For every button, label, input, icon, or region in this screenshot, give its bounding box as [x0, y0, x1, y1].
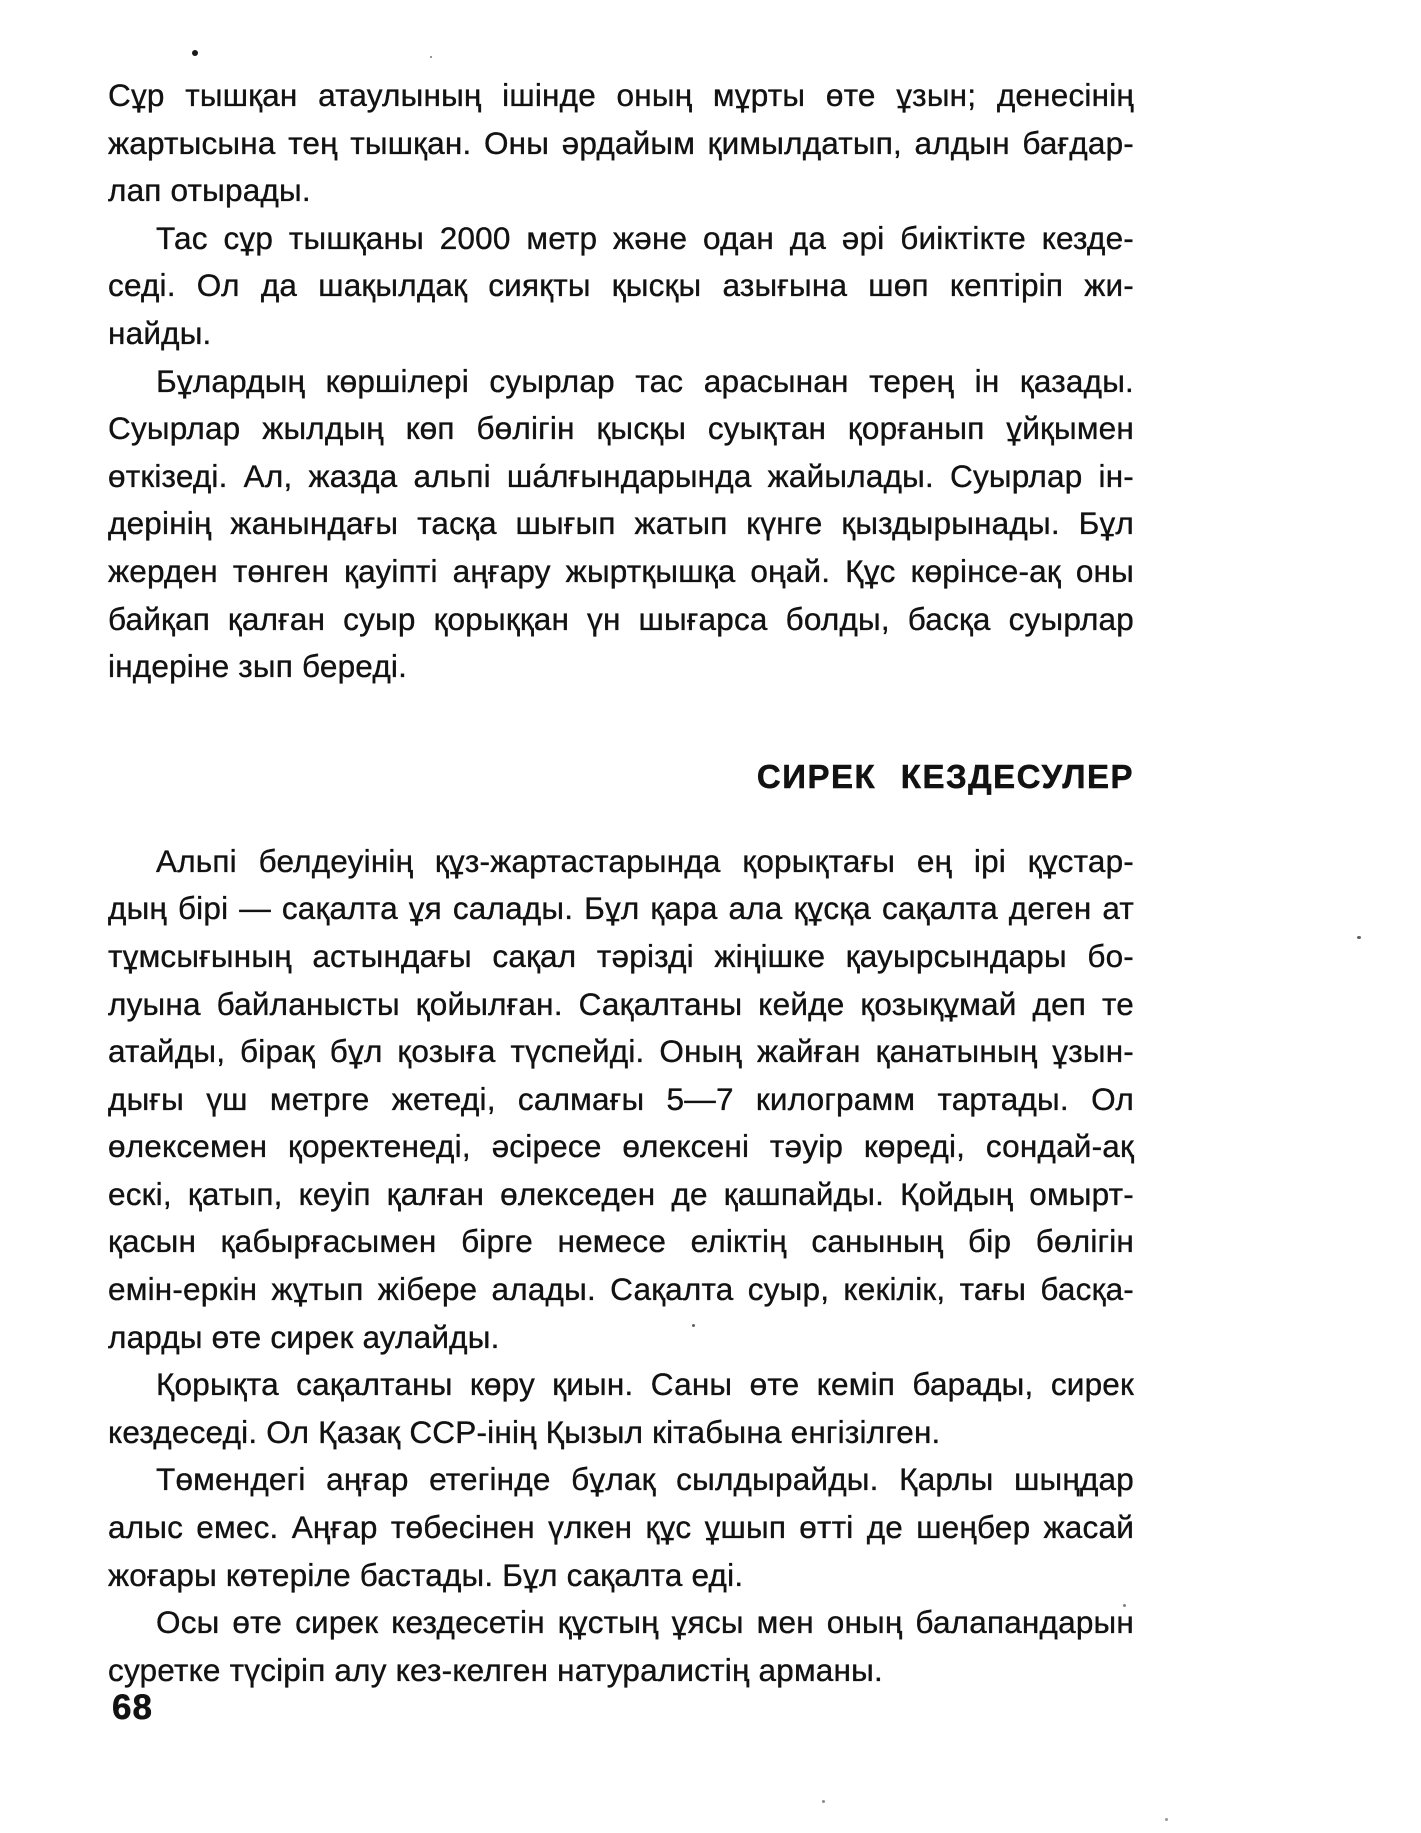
page-number: 68 — [112, 1688, 153, 1727]
section-heading: СИРЕК КЕЗДЕСУЛЕР — [756, 757, 1134, 795]
text-line: індеріне зып береді. — [108, 648, 408, 685]
text-line: Төмендегі аңғар етегінде бұлақ сылдырайды. Қарлы шыңдар — [156, 1461, 1134, 1498]
text-line: Суырлар жылдың көп бөлігін қысқы суықтан қорғанып ұйқымен — [108, 410, 1134, 447]
text-line: жерден төнген қауіпті аңғару жыртқышқа оңай. Құс көрінсе-ақ оны — [108, 552, 1134, 589]
text-line: жоғары көтеріле бастады. Бұл сақалта еді. — [108, 1556, 744, 1593]
scan-speck — [822, 1800, 825, 1803]
text-line: жартысына тең тышқан. Оны әрдайым қимылдатып, алдын бағдар- — [108, 124, 1134, 161]
scan-speck — [192, 50, 198, 56]
text-line: қасын қабырғасымен бірге немесе еліктің санының бір бөлігін — [108, 1223, 1134, 1260]
text-line: тұмсығының астындағы сақал тәрізді жіңішке қауырсындары бо- — [108, 937, 1134, 974]
text-line: дығы үш метрге жетеді, салмағы 5—7 килограмм тартады. Ол — [108, 1080, 1134, 1117]
text-line: өткізеді. Ал, жазда альпі ша́лғындарында жайылады. Суырлар ін- — [108, 457, 1134, 494]
text-line: емін-еркін жұтып жібере алады. Сақалта суыр, кекілік, тағы басқа- — [108, 1271, 1134, 1308]
text-line: өлексемен қоректенеді, әсіресе өлексені тәуір көреді, сондай-ақ — [108, 1128, 1134, 1165]
text-line: Альпі белдеуінің құз-жартастарында қорықтағы ең ірі құстар- — [156, 842, 1134, 879]
text-line: ларды өте сирек аулайды. — [108, 1318, 500, 1355]
text-line: атайды, бірақ бұл қозыға түспейді. Оның жайған қанатының ұзын- — [108, 1033, 1134, 1070]
text-line: Қорықта сақалтаны көру қиын. Саны өте кеміп барады, сирек — [156, 1366, 1134, 1403]
text-line: дың бірі — сақалта ұя салады. Бұл қара ала құсқа сақалта деген ат — [108, 890, 1134, 927]
text-line: байқап қалған суыр қорыққан үн шығарса болды, басқа суырлар — [108, 600, 1134, 637]
text-line: луына байланысты қойылған. Сақалтаны кейде қозықұмай деп те — [108, 985, 1134, 1022]
text-line: дерінің жанындағы тасқа шығып жатып күнге қыздырынады. Бұл — [108, 505, 1134, 542]
scan-speck — [1165, 1818, 1168, 1821]
text-line: Осы өте сирек кездесетін құстың ұясы мен оның балапандарын — [156, 1604, 1134, 1641]
text-line: Сұр тышқан атаулының ішінде оның мұрты өте ұзын; денесінің — [108, 77, 1134, 113]
text-line: Тас сұр тышқаны 2000 метр және одан да әрі биіктікте кезде- — [156, 219, 1134, 256]
text-line: найды. — [108, 314, 212, 351]
text-line: лап отырады. — [108, 172, 311, 209]
text-line: Бұлардың көршілері суырлар тас арасынан терең ін қазады. — [156, 362, 1134, 399]
scan-speck — [1357, 936, 1361, 939]
scan-speck — [430, 56, 432, 58]
text-line: алыс емес. Аңғар төбесінен үлкен құс ұшып өтті де шеңбер жасай — [108, 1509, 1134, 1546]
text-line: седі. Ол да шақылдақ сияқты қысқы азығына шөп кептіріп жи- — [108, 267, 1134, 304]
text-line: кездеседі. Ол Қазақ ССР-інің Қызыл кітабына енгізілген. — [108, 1413, 941, 1450]
text-column — [108, 72, 1134, 1694]
text-line: ескі, қатып, кеуіп қалған өлекседен де қашпайды. Қойдың омырт- — [108, 1175, 1134, 1212]
text-line: суретке түсіріп алу кез-келген натуралистің арманы. — [108, 1651, 883, 1688]
